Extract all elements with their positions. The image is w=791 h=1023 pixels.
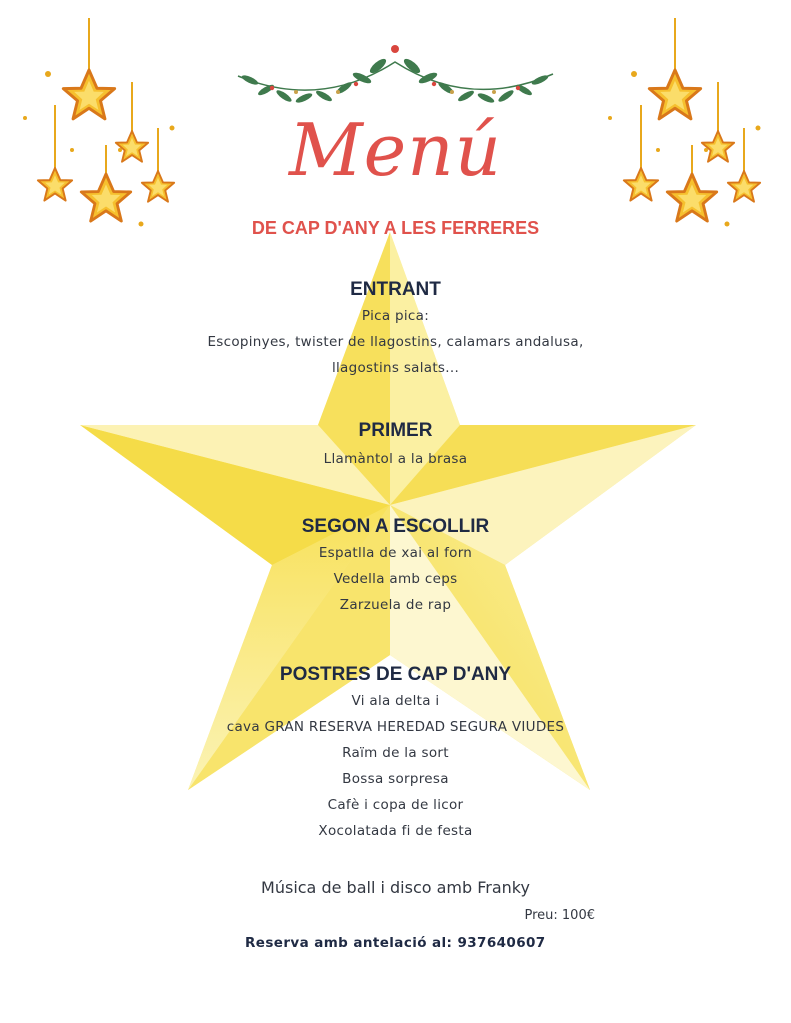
menu-item: Espatlla de xai al forn: [318, 545, 473, 561]
menu-item: cava GRAN RESERVA HEREDAD SEGURA VIUDES: [226, 719, 565, 735]
menu-item: Cafè i copa de licor: [327, 797, 464, 813]
menu-item: Bossa sorpresa: [342, 771, 449, 787]
section-heading-segon: SEGON A ESCOLLIR: [301, 516, 490, 537]
menu-item: Pica pica:: [361, 308, 430, 324]
menu-item: llagostins salats...: [331, 360, 460, 376]
menu-item: Vi ala delta i: [351, 693, 440, 709]
menu-subtitle: DE CAP D'ANY A LES FERRERES: [251, 218, 540, 238]
menu-title: Menú: [288, 108, 503, 192]
section-heading-primer: PRIMER: [358, 420, 433, 441]
menu-item: Llamàntol a la brasa: [323, 451, 468, 467]
music-line: Música de ball i disco amb Franky: [261, 878, 530, 897]
menu-item: Zarzuela de rap: [339, 597, 452, 613]
section-heading-entrant: ENTRANT: [350, 279, 441, 300]
menu-item: Vedella amb ceps: [333, 571, 458, 587]
section-heading-postres: POSTRES DE CAP D'ANY: [279, 664, 512, 685]
menu-item: Escopinyes, twister de llagostins, calamars andalusa,: [207, 334, 584, 350]
menu-item: Raïm de la sort: [342, 745, 449, 761]
menu-item: Xocolatada fi de festa: [318, 823, 473, 839]
price-label: Preu: 100€: [524, 908, 595, 923]
reservation-line: Reserva amb antelació al: 937640607: [245, 935, 546, 951]
